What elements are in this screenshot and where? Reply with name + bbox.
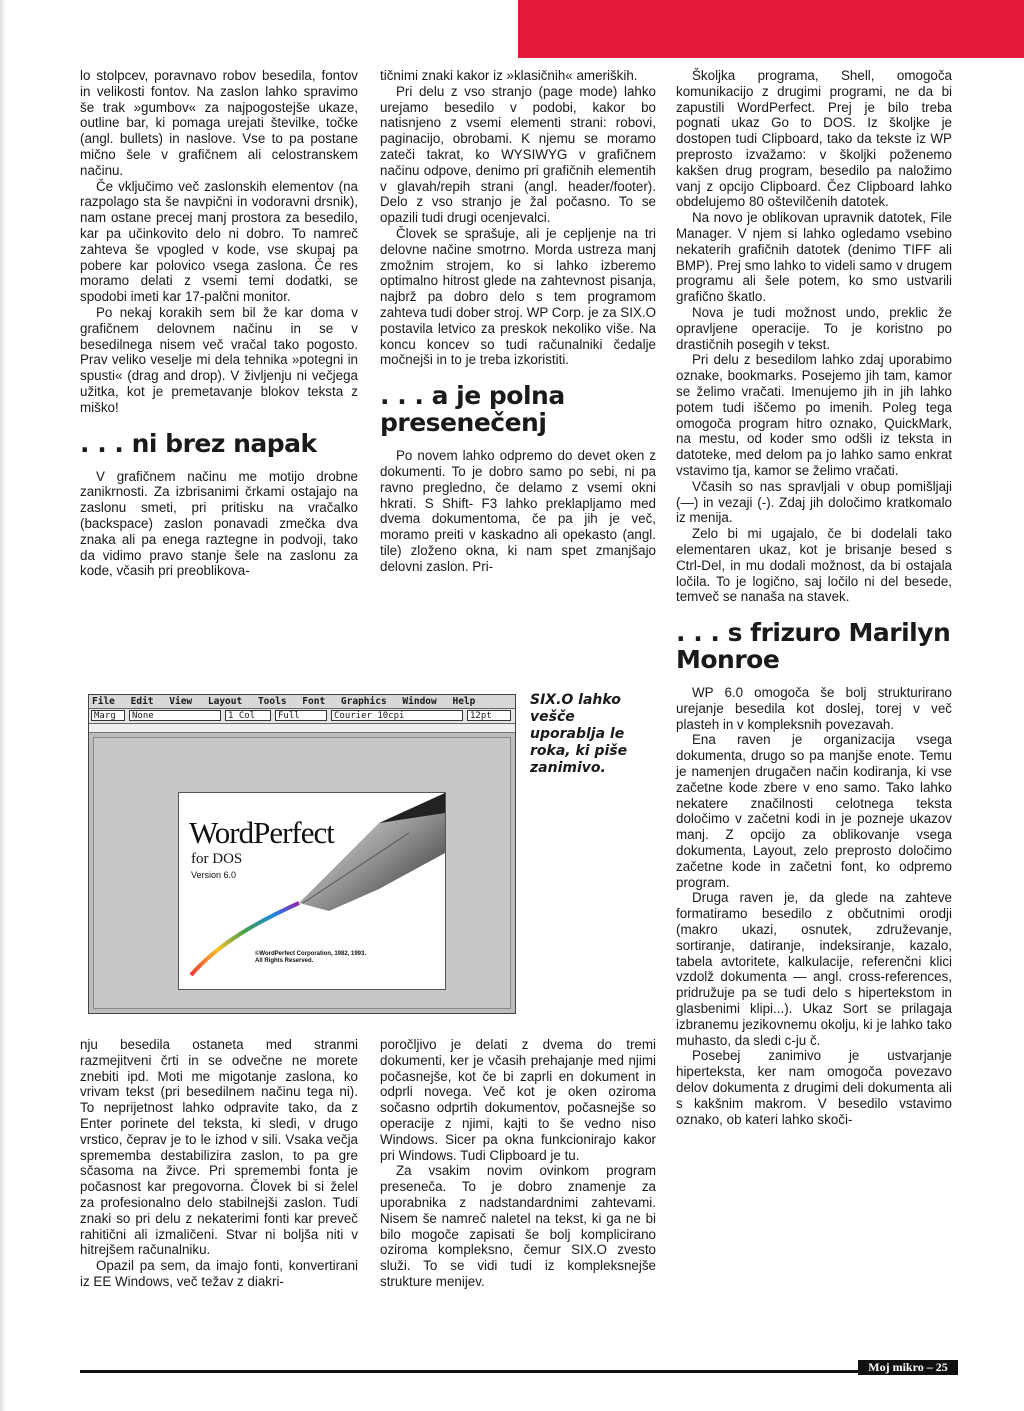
paragraph: Človek se sprašuje, ali je cepljenje na tri delovne načine smotrno. Morda ustreza manj zmožnim strojem, ko si lahko izberemo optimalno hitrost glede na zahtevnost pisanja, najbrž pa dobro delo s tem programom zahteva tudi dober stroj. WP Corp. je za SIX.O postavila letvico za preskok nekoliko više. Na koncu koncev so tudi računalniki čedalje močnejši in to je treba izkoristiti. (380, 225, 656, 368)
wp-menu-item: Font (302, 696, 326, 707)
wp-product-name: WordPerfect (189, 815, 334, 850)
paragraph: Po novem lahko odpremo do devet oken z dokumenti. To je dobro samo po sebi, ni pa ravno pregledno, če delamo z vsemi okni hkrati. S Shift- F3 lahko preklapljamo med dvema dokumentoma, če pa jih je več, moramo preiti v kaskadno ali opekasto (angl. tile) zloženo okna, ki nam spet zmanjšajo delovni zaslon. Pri- (380, 448, 656, 574)
paragraph: Na novo je oblikovan upravnik datotek, File Manager. V njem si lahko ogledamo vsebino nekaterih grafičnih datotek (denimo TIFF ali BMP). Prej smo lahko to videli samo v drugem programu ali šele potem, ko smo ustvarili grafično škatlo. (676, 210, 952, 305)
column-3 (676, 68, 952, 1127)
footer-rule (80, 1370, 958, 1373)
wp-ribbon-field: Courier 10cpi (331, 710, 463, 721)
wp-menu-bar (89, 695, 515, 708)
wp-menu-item: Edit (130, 696, 154, 707)
wp-splash-screen (178, 792, 446, 990)
paragraph: Opazil pa sem, da imajo fonti, konvertirani iz EE Windows, več težav z diakri- (80, 1258, 358, 1289)
wp-menu-item: Window (402, 696, 437, 707)
wp-ribbon-field: 1 Col (225, 710, 271, 721)
section-heading: . . . s frizuro Marilyn Monroe (676, 618, 951, 675)
wordperfect-screenshot (88, 694, 516, 1014)
section-heading: . . . ni brez napak (80, 428, 317, 458)
red-corner-block (518, 0, 1024, 58)
wp-product-subtitle: for DOS (191, 851, 243, 867)
wp-ribbon-field: 12pt (467, 710, 511, 721)
wp-menu-item: Graphics (340, 696, 387, 707)
paragraph: nju besedila ostaneta med stranmi razmejitveni črti in se odvečne ne morete znebiti ipd. Moti me migotanje zaslona, ko vrivam tekst (pri besedilnem načinu tega ni). To neprijetnost lahko odpravite tako, da z Enter porinete del teksta, ki sledi, v drugo vrstico, čeprav je to le izhod v sili. Vsaka večja sprememba destabilizira zaslon, to pa gre sčasoma na živce. Pri spremembi fonta je počasnost kar pregovorna. Človek bi si želel za profesionalno delo stabilnejši zaslon. Tudi znaki so pri delu z nekaterimi fonti kar preveč rahitični ali izmaličeni. Stvar ni boljša niti v hitrejšem računalniku. (80, 1037, 358, 1258)
wp-copyright-line: ©WordPerfect Corporation, 1982, 1993. (255, 951, 367, 957)
page-edge-shadow (0, 0, 6, 1411)
paragraph: Za vsakim novim ovinkom program preseneča. To je dobro znamenje za uporabnika z nadstandardnimi zahtevami. Nisem še namreč naletel na tekst, ki ga ne bi bilo mogoče zapisati še bolj komplicirano oziroma kompleksno, čemur SIX.O zvesto služi. To se vidi tudi iz kompleksnejše strukture menijev. (380, 1163, 656, 1289)
column-1-top (80, 68, 358, 579)
paragraph: Druga raven je, da glede na zahteve formatiramo besedilo z občutnimi orodji (makro ukazi, osnutek, združevanje, sortiranje, datiranje, indeksiranje, kazalo, tabela avtoritete, kalkulacije, referenčni klici vzdolž dokumenta — angl. cross-references, pridružuje pa se tudi delo s hipertekstom in glasbenimi klipi...). Ukaz Sort se prilagaja izbranemu jezikovnemu okolju, ki je lahko tako muhasto, da sledi c-ju č. (676, 890, 952, 1048)
paragraph: Včasih so nas spravljali v obup pomišljaji (—) in vezaji (-). Zdaj jih določimo kratkomalo iz menija. (676, 478, 952, 526)
wp-ribbon-field: None (129, 710, 221, 721)
paragraph: Zelo bi mi ugajalo, če bi dodelali tako elementaren ukaz, kot je brisanje besed s Ctrl-Del, in mu dodali možnost, da bi ostajala ločila. To je logično, saj ločilo ni del besede, temveč se nanaša na stavek. (676, 526, 952, 605)
figure-caption: SIX.O lahko vešče uporablja le roka, ki piše zanimivo. (530, 692, 628, 776)
paragraph: Nova je tudi možnost undo, preklic že opravljene operacije. To je koristno po drastičnih posegih v tekst. (676, 304, 952, 352)
wp-ribbon-field: Full (275, 710, 327, 721)
wp-copyright (255, 951, 366, 965)
wp-ribbon (89, 708, 515, 724)
paragraph: V grafičnem načinu me motijo drobne zanikrnosti. Za izbrisanimi črkami ostajajo na zaslonu smeti, pri pritisku na vračalko (backspace) zaslon ponavadi zmečka dva znaka ali pa enega raztegne in podvoji, tako da vidimo pravo stanje šele na zaslonu za kode, včasih pri preoblikova- (80, 468, 358, 579)
page-folio: Moj mikro – 25 (858, 1360, 958, 1375)
paragraph: Če vključimo več zaslonskih elementov (na razpolago sta še navpični in vodoravni drsnik), nam ostane precej manj prostora za besedilo, kar pa učinkovito delo ni dobro. To namreč zahteva še vpogled v kode, vse skupaj pa pobere kar polovico vsega zaslona. Če res moramo delati z vsemi temi dodatki, se spodobi imeti kar 17-palčni monitor. (80, 178, 358, 305)
wp-menu-item: Tools (257, 696, 287, 707)
paragraph: WP 6.0 omogoča še bolj strukturirano urejanje besedila kot doslej, torej v več plasteh in v kompleksnih povezavah. (676, 685, 952, 732)
wp-menu-item: View (169, 696, 193, 707)
paragraph: Posebej zanimivo je ustvarjanje hiperteksta, ker nam omogoča povezavo delov dokumenta z drugimi deli dokumenta ali s kakšnim makrom. V besedilo vstavimo oznako, ob kateri lahko skoči- (676, 1048, 952, 1127)
column-2-bottom (380, 1037, 656, 1290)
paragraph: poročljivo je delati z dvema do tremi dokumenti, ker je včasih prehajanje med njimi počasnejše, kot če bi zaprli en dokument in odprli novega. Več kot je oken oziroma sočasno odprtih dokumentov, počasnejše so operacije z njimi, kajti to še vedno niso Windows. Sicer pa okna funkcionirajo kakor pri Windows. Tudi Clipboard je tu. (380, 1037, 656, 1163)
wp-copyright-line: All Rights Reserved. (255, 958, 314, 964)
paragraph: tičnimi znaki kakor iz »klasičnih« ameriških. (380, 68, 638, 83)
paragraph: Ena raven je organizacija vsega dokumenta, drugo so pa manjše enote. Temu je namenjen drugačen način kodiranja, ki vse začetne kode zbere v eno samo. Tako lahko nekatere značilnosti celotnega teksta določimo v začetni kodi in je pozneje ukazov manj. Z opcijo za oblikovanje vsega dokumenta, Layout, zelo preprosto določimo začetne kode in začetni font, ko odpremo program. (676, 732, 952, 890)
wp-ribbon-field: Marg (91, 710, 125, 721)
wp-version: Version 6.0 (191, 870, 237, 880)
paragraph: Pri delu z vso stranjo (page mode) lahko urejamo besedilo v podobi, kakor bo natisnjeno z vsemi elementi strani: robovi, paginacijo, obrobami. K njemu se moramo zateči takrat, ko WYSIWYG v grafičnem načinu odpove, denimo pri grafičnih elementih v glavah/repih strani (angl. header/footer). Delo z vso stranjo je žal počasno. To se opazili tudi drugi ocenjevalci. (380, 83, 656, 226)
wp-menu-item: Layout (207, 696, 243, 707)
section-heading: . . . a je polna presenečenj (380, 381, 565, 438)
paragraph: lo stolpcev, poravnavo robov besedila, fontov in velikosti fontov. Na zaslon lahko spravimo še trak »gumbov« za najpogostejše ukaze, outline bar, ki pomaga urejati številke, točke (angl. bullets) in naslove. Vse to pa postane mično šele v grafičnem ali celostranskem načinu. (80, 68, 358, 178)
column-1-bottom (80, 1037, 358, 1290)
wp-menu-item: File (92, 696, 115, 707)
wp-ruler (89, 724, 515, 733)
column-2-top (380, 68, 656, 575)
wp-menu-item: Help (452, 696, 476, 707)
paragraph: Pri delu z besedilom lahko zdaj uporabimo oznake, bookmarks. Posejemo jih tam, kamor se želimo vračati. Imenujemo jih in jih lahko potem tudi iščemo po imenih. Poleg tega omogoča program hitro oznako, QuickMark, na mestu, od koder smo odšli iz teksta in datoteke, med delom pa jo lahko samo enkrat vstavimo tja, kamor se želimo vračati. (676, 352, 952, 478)
paragraph: Po nekaj korakih sem bil že kar doma v grafičnem delovnem načinu in se v besedilnega nisem več vračal tako pogosto. Prav veliko veselje mi dela tehnika »potegni in spusti« (drag and drop). V življenju ni večjega užitka, kot je premetavanje blokov teksta z miško! (80, 304, 358, 415)
wp-document-area (93, 737, 511, 1009)
paragraph: Školjka programa, Shell, omogoča komunikacijo z drugimi programi, ne da bi zapustili WordPerfect. Prej je bilo treba pognati ukaz Go to DOS. Iz školjke je dostopen tudi Clipboard, tako da tekste iz WP preprosto izvažamo: v školjki poženemo kakšen drug program, besedilo pa naložimo vanj z opcijo Clipboard. Čez Clipboard lahko obdelujemo 80 oštevilčenih datotek. (676, 68, 952, 210)
